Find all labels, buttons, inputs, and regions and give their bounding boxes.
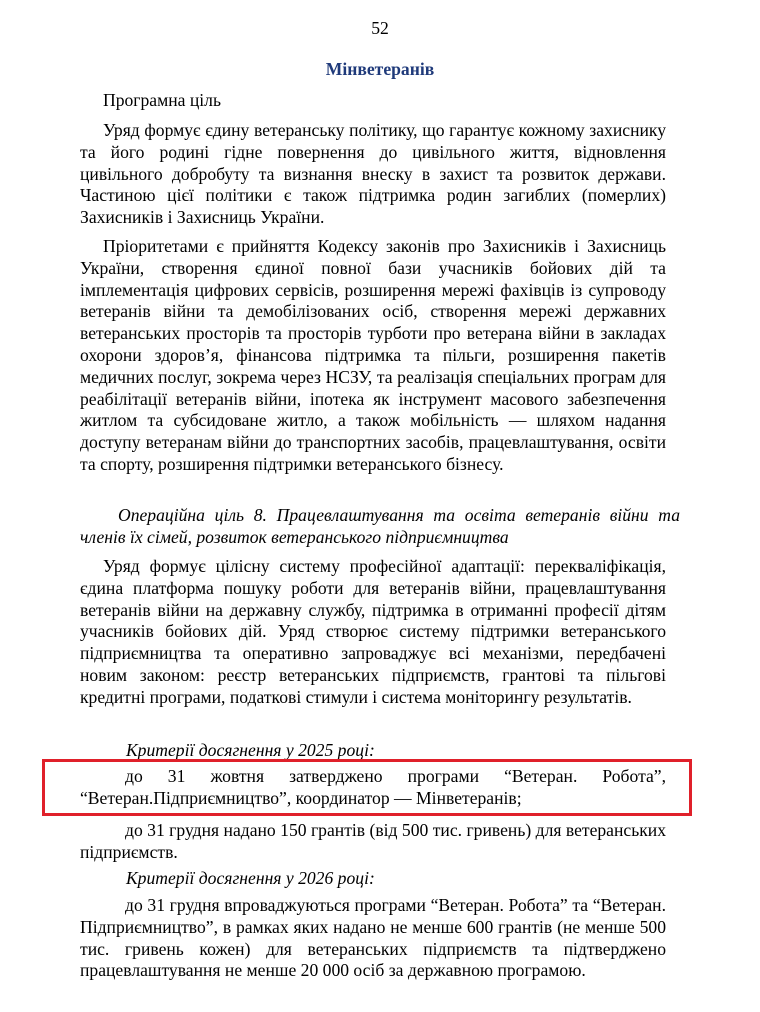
- operational-goal-heading: Операційна ціль 8. Працевлаштування та освіта ветеранів війни та членів їх сімей, розвиток ветеранського підприємництва: [80, 505, 680, 547]
- criteria-2026-item-1: [80, 895, 666, 982]
- paragraph-text: Уряд формує єдину ветеранську політику, що гарантує кожному захиснику та його родині гідне повернення до цивільного життя, відновлення цивільного добробуту та визнання внеску в захист та розвиток держави. Частиною цієї політики є також підтримка родин загиблих (померлих) Захисників і Захисниць України.: [80, 120, 666, 228]
- criteria-2025-item-2: [80, 820, 666, 864]
- ministry-heading: Мінветеранів: [325, 59, 435, 79]
- paragraph-adaptation: [80, 556, 666, 709]
- paragraph-text: Уряд формує цілісну систему професійної адаптації: перекваліфікація, єдина платформа пошуку роботи для ветеранів війни, працевлаштування ветеранів війни на державну службу, підтримка в отриманні професії дітям учасників бойових дій. Уряд створює систему підтримки ветеранського підприємництва та оперативно запроваджує всі механізми, передбачені новим законом: реєстр ветеранських підприємств, грантові та пільгові кредитні програми, податкові стимули і система моніторингу результатів.: [80, 556, 666, 707]
- paragraph-policy: [80, 120, 666, 229]
- page-number: 52: [371, 18, 389, 38]
- criteria-text: до 31 грудня впроваджуються програми “Ветеран. Робота” та “Ветеран. Підприємництво”, в рамках яких надано не менше 600 грантів (не менше 500 тис. гривень кожен) для ветеранських підприємств та підтверджено працевлаштування не менше 20 000 осіб за державною програмою.: [80, 895, 666, 981]
- criteria-text: до 31 грудня надано 150 грантів (від 500 тис. гривень) для ветеранських підприємств.: [80, 820, 666, 862]
- paragraph-text: Пріоритетами є прийняття Кодексу законів про Захисників і Захисниць України, створення єдиної повної бази учасників бойових дій та імплементація цифрових сервісів, розширення мережі фахівців із супроводу ветеранів війни та демобілізованих осіб, створення мережі державних ветеранських просторів та просторів турботи про ветерана війни в закладах охорони здоров’я, фінансова підтримка та пільги, розширення пакетів медичних послуг, зокрема через НСЗУ, та реалізація спеціальних програм для реабілітації ветеранів війни, іпотека як інструмент масового забезпечення житлом та субсидоване житло, а також мобільність — шляхом надання доступу ветеранам війни до транспортних засобів, працевлаштування, освіти та спорту, розширення підтримки ветеранського бізнесу.: [80, 236, 666, 474]
- criteria-2026-label: Критерії досягнення у 2026 році:: [126, 868, 375, 888]
- criteria-2025-item-1: [80, 766, 666, 810]
- program-goal-label: Програмна ціль: [103, 90, 221, 110]
- criteria-2025-label: Критерії досягнення у 2025 році:: [126, 740, 375, 760]
- paragraph-priorities: [80, 236, 666, 476]
- criteria-text: до 31 жовтня затверджено програми “Ветеран. Робота”, “Ветеран.Підприємництво”, координатор — Мінветеранів;: [80, 766, 666, 808]
